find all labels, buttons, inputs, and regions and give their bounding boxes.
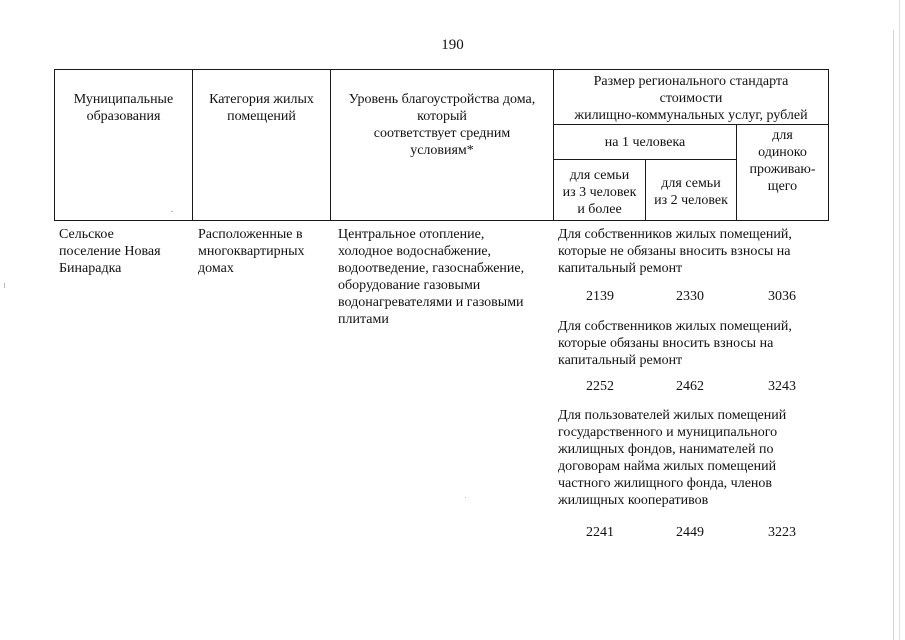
scan-mark xyxy=(4,283,5,288)
page-number: 190 xyxy=(441,37,464,53)
group-3-single-value: 3223 xyxy=(768,525,796,540)
table-top-border xyxy=(54,69,829,70)
group-2-description: Для собственников жилых помещений, которые обязаны вносить взносы на капитальный ремонт xyxy=(558,319,792,368)
header-category: Категория жилых помещений xyxy=(209,92,314,124)
scan-mark xyxy=(465,497,466,498)
header-family-3-plus: для семьи из 3 человек и более xyxy=(562,168,637,217)
scan-mark xyxy=(899,0,900,640)
header-standard-size: Размер регионального стандарта стоимости жилищно-коммунальных услуг, рублей xyxy=(574,74,808,123)
header-bottom-border xyxy=(54,220,829,221)
header-divider-standard xyxy=(553,124,829,125)
header-family-2: для семьи из 2 человек xyxy=(654,176,728,208)
column-divider-2 xyxy=(330,69,331,220)
table-right-border xyxy=(828,69,829,220)
column-divider-5 xyxy=(736,124,737,220)
scan-mark xyxy=(171,211,173,212)
group-1-description: Для собственников жилых помещений, которые не обязаны вносить взносы на капитальный ремонт xyxy=(558,227,792,276)
column-divider-3 xyxy=(553,69,554,220)
group-2-single-value: 3243 xyxy=(768,379,796,394)
row-category: Расположенные в многоквартирных домах xyxy=(198,227,305,276)
group-3-family-2-value: 2449 xyxy=(676,525,704,540)
header-single: для одиноко проживаю- щего xyxy=(749,128,816,194)
header-amenity-level: Уровень благоустройства дома, который соответствует средним условиям* xyxy=(348,92,536,158)
group-1-family-2-value: 2330 xyxy=(676,289,704,304)
header-per-person: на 1 человека xyxy=(604,135,686,150)
group-1-single-value: 3036 xyxy=(768,289,796,304)
row-municipality: Сельское поселение Новая Бинарадка xyxy=(59,227,161,276)
group-3-description: Для пользователей жилых помещений государственного и муниципального жилищных фондов, нанимателей по договорам найма жилых помещений частного жилищного фонда, членов жилищных кооперативов xyxy=(558,408,787,508)
group-3-family-3-plus-value: 2241 xyxy=(586,525,614,540)
group-2-family-3-plus-value: 2252 xyxy=(586,379,614,394)
row-amenity-level: Центральное отопление, холодное водоснабжение, водоотведение, газоснабжение, оборудование газовыми водонагревателями и газовыми плитами xyxy=(338,227,525,327)
scan-mark xyxy=(893,30,894,640)
header-municipality: Муниципальные образования xyxy=(73,92,174,124)
column-divider-4 xyxy=(645,159,646,220)
group-2-family-2-value: 2462 xyxy=(676,379,704,394)
group-1-family-3-plus-value: 2139 xyxy=(586,289,614,304)
table-left-border xyxy=(54,69,55,220)
column-divider-1 xyxy=(192,69,193,220)
